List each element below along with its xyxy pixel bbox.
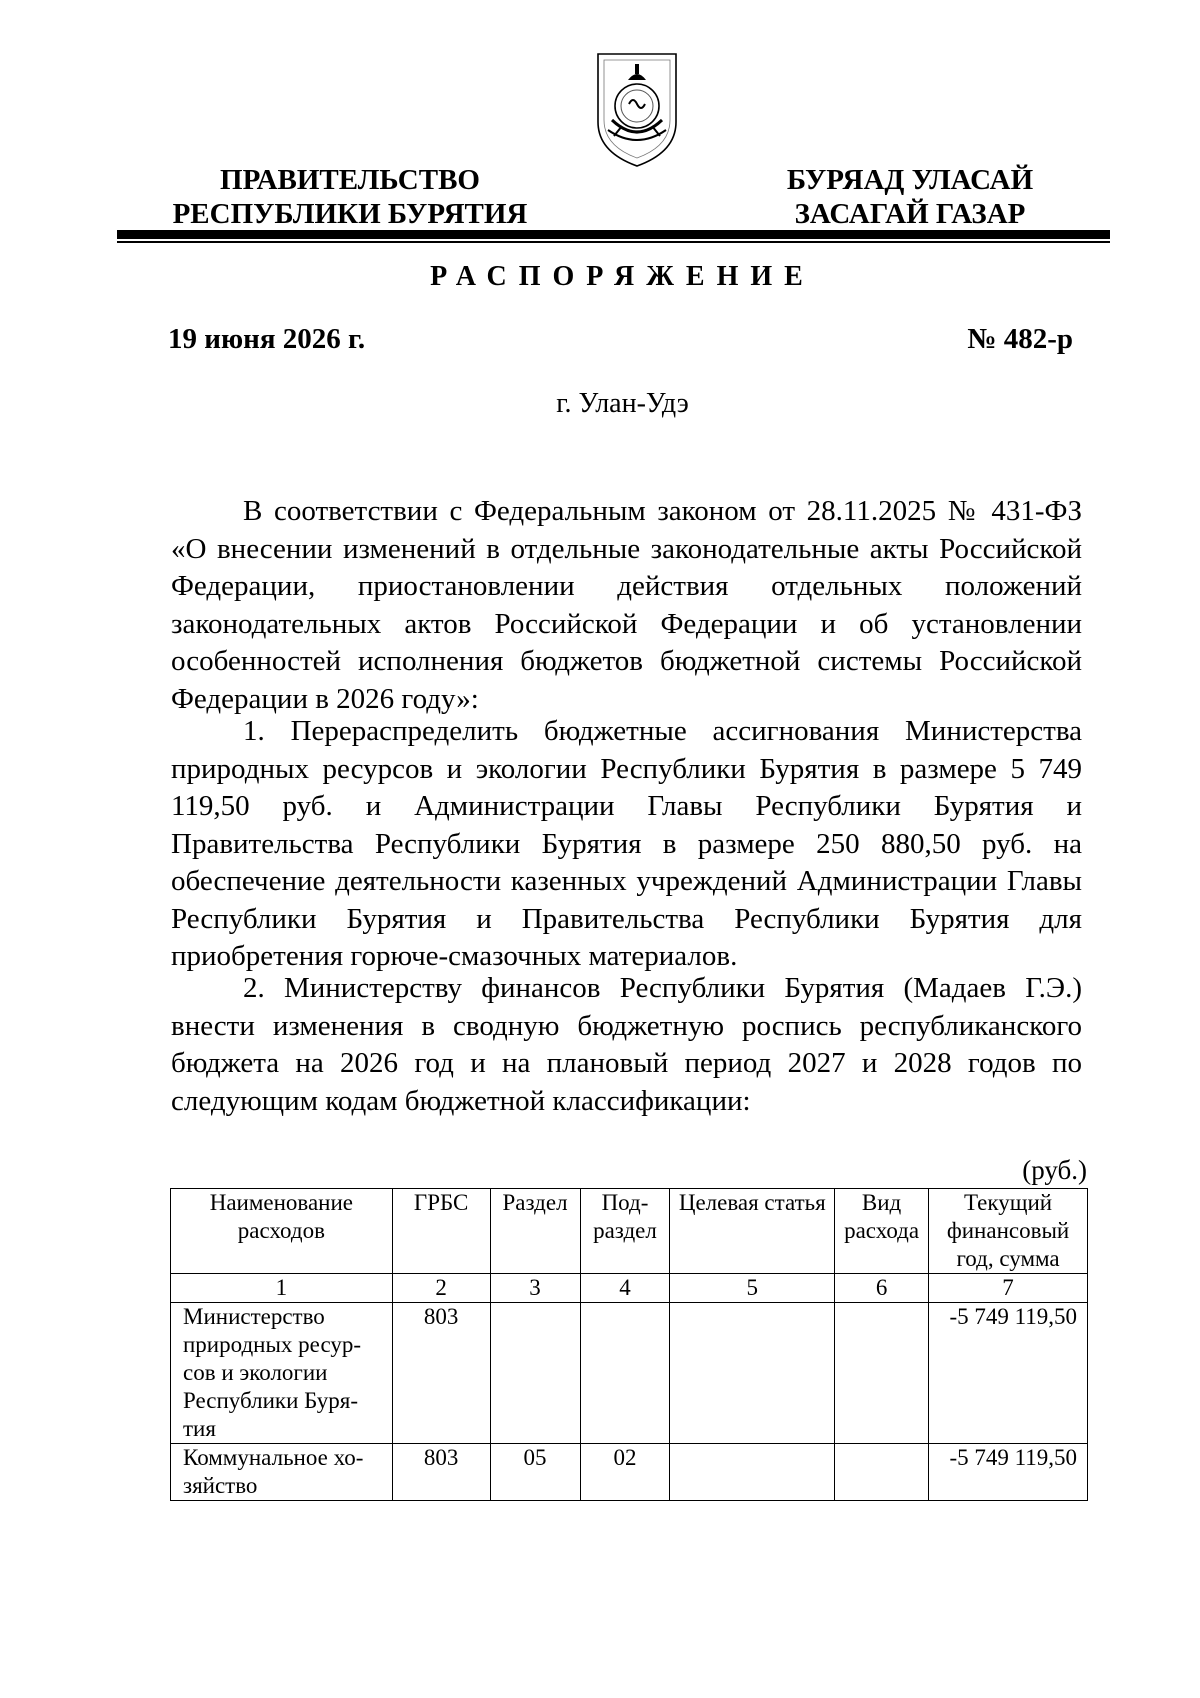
row-grbs: 803 (392, 1444, 490, 1501)
column-number-row (171, 1274, 1088, 1303)
row-name: Коммунальное хо-зяйство (171, 1444, 393, 1501)
row-expense-type (835, 1303, 929, 1444)
row-grbs: 803 (392, 1303, 490, 1444)
row-section (490, 1303, 580, 1444)
document-number: № 482-р (967, 323, 1073, 355)
item-2-paragraph: 2. Министерству финансов Республики Бурятия (Мадаев Г.Э.) внести изменения в сводную бюджетную роспись республиканского бюджета на 2026 год и на плановый период 2027 и 2028 годов по следующим кодам бюджетной классификации: (171, 972, 1082, 1117)
table-row (171, 1303, 1088, 1444)
table-unit-label: (руб.) (1022, 1155, 1087, 1185)
row-subsection (580, 1303, 670, 1444)
col-number: 4 (580, 1274, 670, 1303)
header-expense-type: Вид расхода (835, 1189, 929, 1274)
row-expense-type (835, 1444, 929, 1501)
header-target: Целевая статья (670, 1189, 835, 1274)
header-rule-thick (117, 230, 1110, 239)
col-number: 1 (171, 1274, 393, 1303)
document-city: г. Улан-Удэ (556, 388, 689, 419)
header-name: Наименование расходов (171, 1189, 393, 1274)
header-subsection: Под-раздел (580, 1189, 670, 1274)
header-right-line2: ЗАСАГАЙ ГАЗАР (794, 198, 1026, 230)
government-name-russian (160, 163, 540, 231)
header-section: Раздел (490, 1189, 580, 1274)
budget-classification-table (170, 1188, 1088, 1501)
item-1-paragraph: 1. Перераспределить бюджетные ассигнования Министерства природных ресурсов и экологии Республики Бурятия в размере 5 749 119,50 руб. и Администрации Главы Республики Бурятия и Правительства Республики Бурятия в размере 250 880,50 руб. на обеспечение деятельности казенных учреждений Администрации Главы Республики Бурятия и Правительства Республики Бурятия для приобретения горюче-смазочных материалов. (171, 715, 1082, 972)
document-date: 19 июня 2026 г. (168, 323, 366, 355)
header-left-line1: ПРАВИТЕЛЬСТВО (220, 164, 480, 196)
row-name: Министерство природных ресур-сов и экологии Республики Буря-тия (171, 1303, 393, 1444)
row-sum: -5 749 119,50 (929, 1444, 1088, 1501)
row-subsection: 02 (580, 1444, 670, 1501)
col-number: 5 (670, 1274, 835, 1303)
coat-of-arms-emblem (592, 50, 682, 170)
row-target (670, 1303, 835, 1444)
col-number: 2 (392, 1274, 490, 1303)
table-header-row (171, 1189, 1088, 1274)
col-number: 7 (929, 1274, 1088, 1303)
row-section: 05 (490, 1444, 580, 1501)
header-grbs: ГРБС (392, 1189, 490, 1274)
header-rule-thin (117, 241, 1110, 243)
col-number: 6 (835, 1274, 929, 1303)
table-row (171, 1444, 1088, 1501)
header-right-line1: БУРЯАД УЛАСАЙ (786, 164, 1034, 196)
row-target (670, 1444, 835, 1501)
header-left-line2: РЕСПУБЛИКИ БУРЯТИЯ (172, 198, 528, 230)
col-number: 3 (490, 1274, 580, 1303)
row-sum: -5 749 119,50 (929, 1303, 1088, 1444)
document-title: РАСПОРЯЖЕНИЕ (430, 261, 815, 292)
preamble-paragraph: В соответствии с Федеральным законом от 28.11.2025 № 431-ФЗ «О внесении изменений в отдельные законодательные акты Российской Федерации, приостановлении действия отдельных положений законодательных актов Российской Федерации и об установлении особенностей исполнения бюджетов бюджетной системы Российской Федерации в 2026 году»: (171, 495, 1082, 715)
government-name-buryat (760, 163, 1060, 231)
header-sum: Текущий финансовый год, сумма (929, 1189, 1088, 1274)
